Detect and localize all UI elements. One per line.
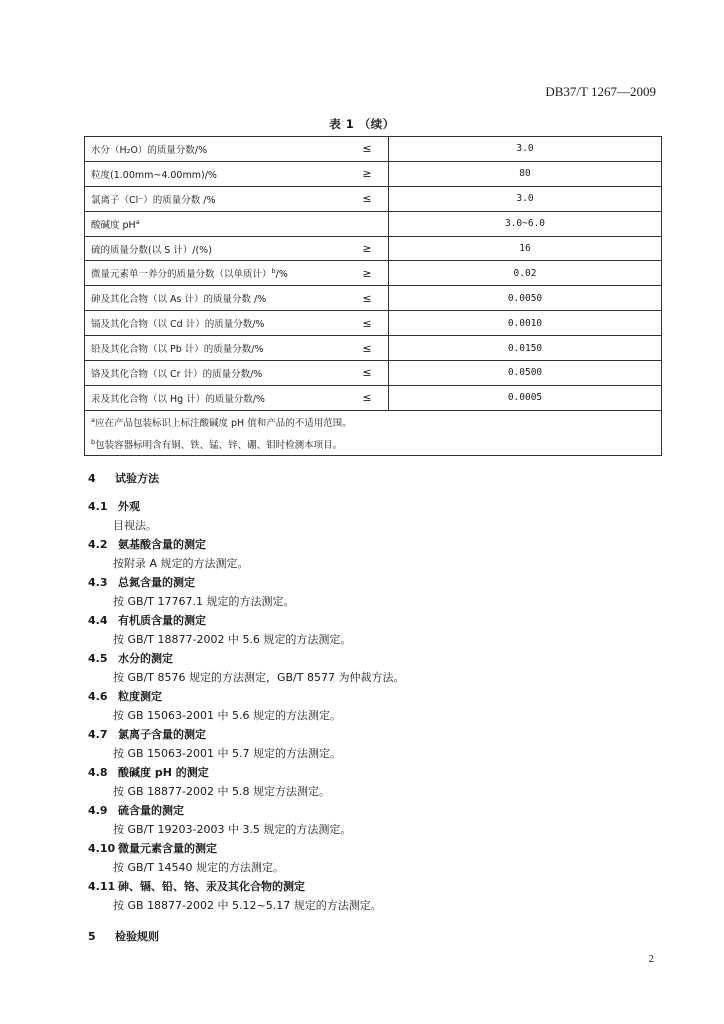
subsection-title: 砷、镉、铅、铬、汞及其化合物的测定 [118,880,305,893]
row-label: 铅及其化合物（以 Pb 计）的质量分数/% [85,336,347,361]
footnote-marker: a [91,415,95,424]
table-row [85,161,662,186]
subsection-heading [88,498,140,514]
subsection-heading [88,536,206,552]
row-value: 3.0 [389,137,662,162]
comparison-symbol: ≤ [346,385,389,410]
subsection-body: 按 GB/T 19203-2003 中 3.5 规定的方法测定。 [113,823,352,836]
comparison-symbol: ≤ [346,336,389,361]
row-value: 3.0 [389,186,662,211]
subsection-title: 微量元素含量的测定 [118,842,217,855]
footnote-marker: b [91,437,96,446]
subsection-title: 外观 [118,500,140,513]
subsection-body: 按 GB 18877-2002 中 5.8 规定方法测定。 [113,785,331,798]
subsection-heading [88,878,305,894]
table-footnote-row [85,433,662,456]
subsection-heading [88,802,184,818]
subsection-number: 4.2 [88,538,108,551]
table-row [85,261,662,286]
subsection-heading [88,764,209,780]
subsection-number: 4.3 [88,576,108,589]
row-value: 0.0150 [389,336,662,361]
subsection-body: 按 GB/T 14540 规定的方法测定。 [113,861,284,874]
table-footnote [85,410,662,433]
row-value: 0.0005 [389,385,662,410]
subsection-body: 按 GB/T 18877-2002 中 5.6 规定的方法测定。 [113,633,352,646]
subsection-title: 氯离子含量的测定 [118,728,206,741]
section-title: 检验规则 [115,930,159,943]
row-label: 铬及其化合物（以 Cr 计）的质量分数/% [85,361,347,386]
subsection-heading [88,688,162,704]
subsection-body: 按 GB/T 8576 规定的方法测定，GB/T 8577 为仲裁方法。 [113,671,405,684]
subsection-heading [88,612,206,628]
subsection-number: 4.7 [88,728,108,741]
table-row [85,361,662,386]
row-value: 16 [389,236,662,261]
subsection-heading [88,726,206,742]
row-label: 汞及其化合物（以 Hg 计）的质量分数/% [85,385,347,410]
subsection-number: 4.10 [88,842,116,855]
comparison-symbol: ≤ [346,286,389,311]
row-label-unit: /% [275,269,288,281]
subsection-body: 按 GB 15063-2001 中 5.6 规定的方法测定。 [113,709,342,722]
table-row [85,286,662,311]
comparison-symbol: ≥ [346,236,389,261]
subsection-title: 粒度测定 [118,690,162,703]
comparison-symbol: ≤ [346,361,389,386]
footnote-marker: a [135,217,140,226]
subsection-number: 4.6 [88,690,108,703]
section-number: 5 [88,930,96,943]
row-label-text: 酸碱度 pH [91,219,136,231]
table-row [85,385,662,410]
subsection-title: 有机质含量的测定 [118,614,206,627]
table-row [85,186,662,211]
row-label [85,261,347,286]
comparison-symbol: ≤ [346,311,389,336]
subsection-number: 4.11 [88,880,116,893]
subsection-title: 硫含量的测定 [118,804,184,817]
row-label [85,211,347,236]
subsection-body: 目视法。 [113,519,157,532]
subsection-title: 水分的测定 [118,652,173,665]
row-label: 粒度(1.00mm~4.00mm)/% [85,161,347,186]
table-row [85,137,662,162]
footnote-text: 应在产品包装标识上标注酸碱度 pH 值和产品的不适用范围。 [94,417,352,429]
subsection-body: 按附录 A 规定的方法测定。 [113,557,249,570]
row-value: 3.0~6.0 [389,211,662,236]
subsection-heading [88,574,195,590]
standard-code: DB37/T 1267—2009 [545,84,656,99]
section-title: 试验方法 [115,472,159,485]
row-value: 0.0010 [389,311,662,336]
table-row [85,336,662,361]
comparison-symbol: ≥ [346,261,389,286]
comparison-symbol: ≥ [346,161,389,186]
table-caption: 表 1 （续） [329,117,395,131]
table-footnote [85,433,662,456]
subsection-title: 总氮含量的测定 [118,576,195,589]
row-value: 0.0500 [389,361,662,386]
row-value: 0.02 [389,261,662,286]
section-heading-4 [88,470,159,486]
subsection-number: 4.4 [88,614,108,627]
specification-table [84,136,662,456]
table-row [85,236,662,261]
subsection-heading [88,840,217,856]
row-label: 氯离子（Cl⁻）的质量分数 /% [85,186,347,211]
row-label: 镉及其化合物（以 Cd 计）的质量分数/% [85,311,347,336]
row-label: 硫的质量分数(以 S 计）/(%) [85,236,347,261]
footnote-text: 包装容器标明含有铜、铁、锰、锌、硼、钼时检测本项目。 [95,439,343,451]
section-heading-5 [88,928,159,944]
footnote-marker: b [271,267,276,276]
row-label: 砷及其化合物（以 As 计）的质量分数 /% [85,286,347,311]
row-value: 80 [389,161,662,186]
comparison-symbol: ≤ [346,137,389,162]
table-row [85,311,662,336]
subsection-number: 4.1 [88,500,108,513]
subsection-title: 氨基酸含量的测定 [118,538,206,551]
comparison-symbol: ≤ [346,186,389,211]
subsection-heading [88,650,173,666]
subsection-number: 4.9 [88,804,108,817]
row-label-text: 微量元素单一养分的质量分数（以单质计） [91,269,272,281]
subsection-body: 按 GB/T 17767.1 规定的方法测定。 [113,595,295,608]
page-number: 2 [648,953,654,965]
table-footnote-row [85,410,662,433]
row-label: 水分（H₂O）的质量分数/% [85,137,347,162]
subsection-number: 4.8 [88,766,108,779]
comparison-symbol [346,211,389,236]
subsection-title: 酸碱度 pH 的测定 [118,766,209,779]
section-number: 4 [88,472,96,485]
row-value: 0.0050 [389,286,662,311]
subsection-number: 4.5 [88,652,108,665]
table-row [85,211,662,236]
subsection-body: 按 GB 18877-2002 中 5.12~5.17 规定的方法测定。 [113,899,382,912]
subsection-body: 按 GB 15063-2001 中 5.7 规定的方法测定。 [113,747,342,760]
